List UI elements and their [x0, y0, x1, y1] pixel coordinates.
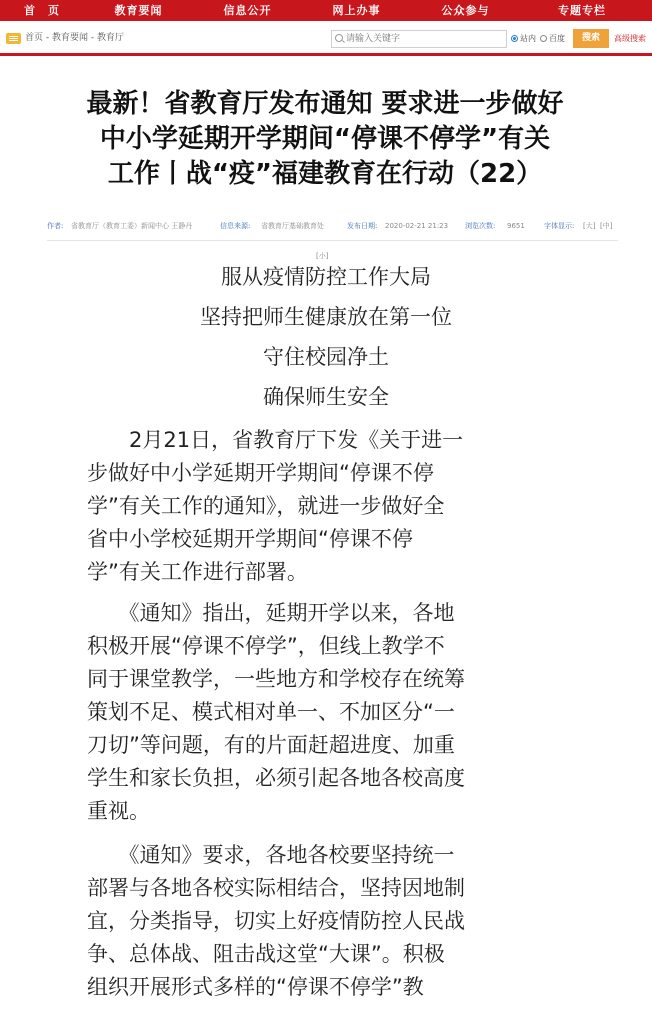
source-label: 信息来源: [220, 222, 251, 230]
breadcrumb [25, 32, 124, 44]
author-label: 作者: [47, 222, 64, 230]
breadcrumb-home[interactable]: 首页 [25, 33, 44, 43]
breadcrumb-education-department[interactable]: 教育厅 [97, 33, 125, 43]
paragraph-line: 同于课堂教学，一些地方和学校存在统筹 [87, 667, 465, 691]
paragraph-line: 学”有关工作进行部署。 [87, 560, 308, 584]
paragraph-line: 积极开展“停课不停学”，但线上教学不 [87, 634, 445, 658]
search-scope [511, 33, 569, 44]
page-title [32, 87, 618, 192]
paragraph-line: 学”有关工作的通知》，就进一步做好全 [87, 494, 445, 518]
paragraph-line: 争、总体战、阻击战这堂“大课”。积极 [87, 942, 445, 966]
paragraph-line: 学生和家长负担，必须引起各地各校高度 [87, 766, 465, 790]
article-meta [47, 220, 618, 232]
top-nav [0, 0, 652, 21]
search-button[interactable]: 搜索 [573, 29, 609, 48]
font-size-label: 字体显示: [544, 222, 575, 230]
nav-item-home[interactable]: 首 页 [24, 4, 60, 17]
breadcrumb-bar [0, 24, 652, 56]
nav-item-education-news[interactable]: 教育要闻 [114, 4, 163, 17]
nav-item-special-topics[interactable]: 专题专栏 [558, 4, 606, 17]
scope-site-radio[interactable] [511, 35, 518, 42]
nav-item-public-participation[interactable]: 公众参与 [441, 4, 490, 17]
slogan-line: 坚持把师生健康放在第一位 [200, 305, 452, 329]
date-value: 2020-02-21 21:23 [385, 222, 449, 230]
paragraph-line: 步做好中小学延期开学期间“停课不停 [87, 461, 434, 485]
paragraph-line: 《通知》要求，各地各校要坚持统一 [87, 843, 455, 867]
author-value: 省教育厅（教育工委）新闻中心 王静丹 [71, 222, 193, 230]
date-label: 发布日期: [347, 222, 378, 230]
font-size-small-button[interactable]: [小] [316, 252, 329, 260]
nav-item-online-services[interactable]: 网上办事 [332, 4, 381, 17]
breadcrumb-separator: - [88, 33, 97, 43]
paragraph-line: 部署与各地各校实际相结合，坚持因地制 [87, 876, 465, 900]
home-icon [6, 33, 21, 44]
advanced-search-link[interactable]: 高级搜索 [614, 34, 646, 43]
paragraph-line: 策划不足、模式相对单一、不加区分“一 [87, 700, 455, 724]
scope-baidu-radio[interactable] [540, 35, 547, 42]
paragraph-line: 《通知》指出，延期开学以来，各地 [87, 601, 455, 625]
search-icon [335, 34, 343, 42]
source-value: 省教育厅基础教育处 [261, 222, 324, 230]
views-value: 9651 [507, 222, 525, 230]
title-line: 工作丨战“疫”福建教育在行动（22） [107, 159, 543, 189]
scope-baidu-label[interactable]: 百度 [549, 34, 565, 43]
paragraph-line: 省中小学校延期开学期间“停课不停 [87, 527, 413, 551]
meta-divider [47, 240, 618, 241]
font-size-large-button[interactable]: [大] [583, 222, 596, 230]
views-label: 浏览次数: [465, 222, 496, 230]
title-line: 最新！省教育厅发布通知 要求进一步做好 [86, 89, 564, 119]
paragraph-line: 刀切”等问题，有的片面赶超进度、加重 [87, 733, 455, 757]
search-input[interactable] [331, 30, 507, 48]
paragraph-line: 组织开展形式多样的“停课不停学”教 [87, 975, 424, 999]
paragraph-line: 2月21日，省教育厅下发《关于进一 [87, 428, 464, 452]
breadcrumb-education-news[interactable]: 教育要闻 [52, 33, 89, 43]
slogan-line: 守住校园净土 [263, 345, 389, 369]
breadcrumb-separator: - [43, 33, 52, 43]
scope-site-label[interactable]: 站内 [520, 34, 536, 43]
nav-item-info-disclosure[interactable]: 信息公开 [223, 4, 272, 17]
title-line: 中小学延期开学期间“停课不停学”有关 [99, 124, 551, 154]
paragraph-line: 重视。 [87, 799, 150, 823]
slogan-line: 确保师生安全 [263, 385, 389, 409]
font-size-medium-button[interactable]: [中] [600, 222, 613, 230]
slogan-line: 服从疫情防控工作大局 [221, 265, 431, 289]
paragraph-line: 宜，分类指导，切实上好疫情防控人民战 [87, 909, 465, 933]
